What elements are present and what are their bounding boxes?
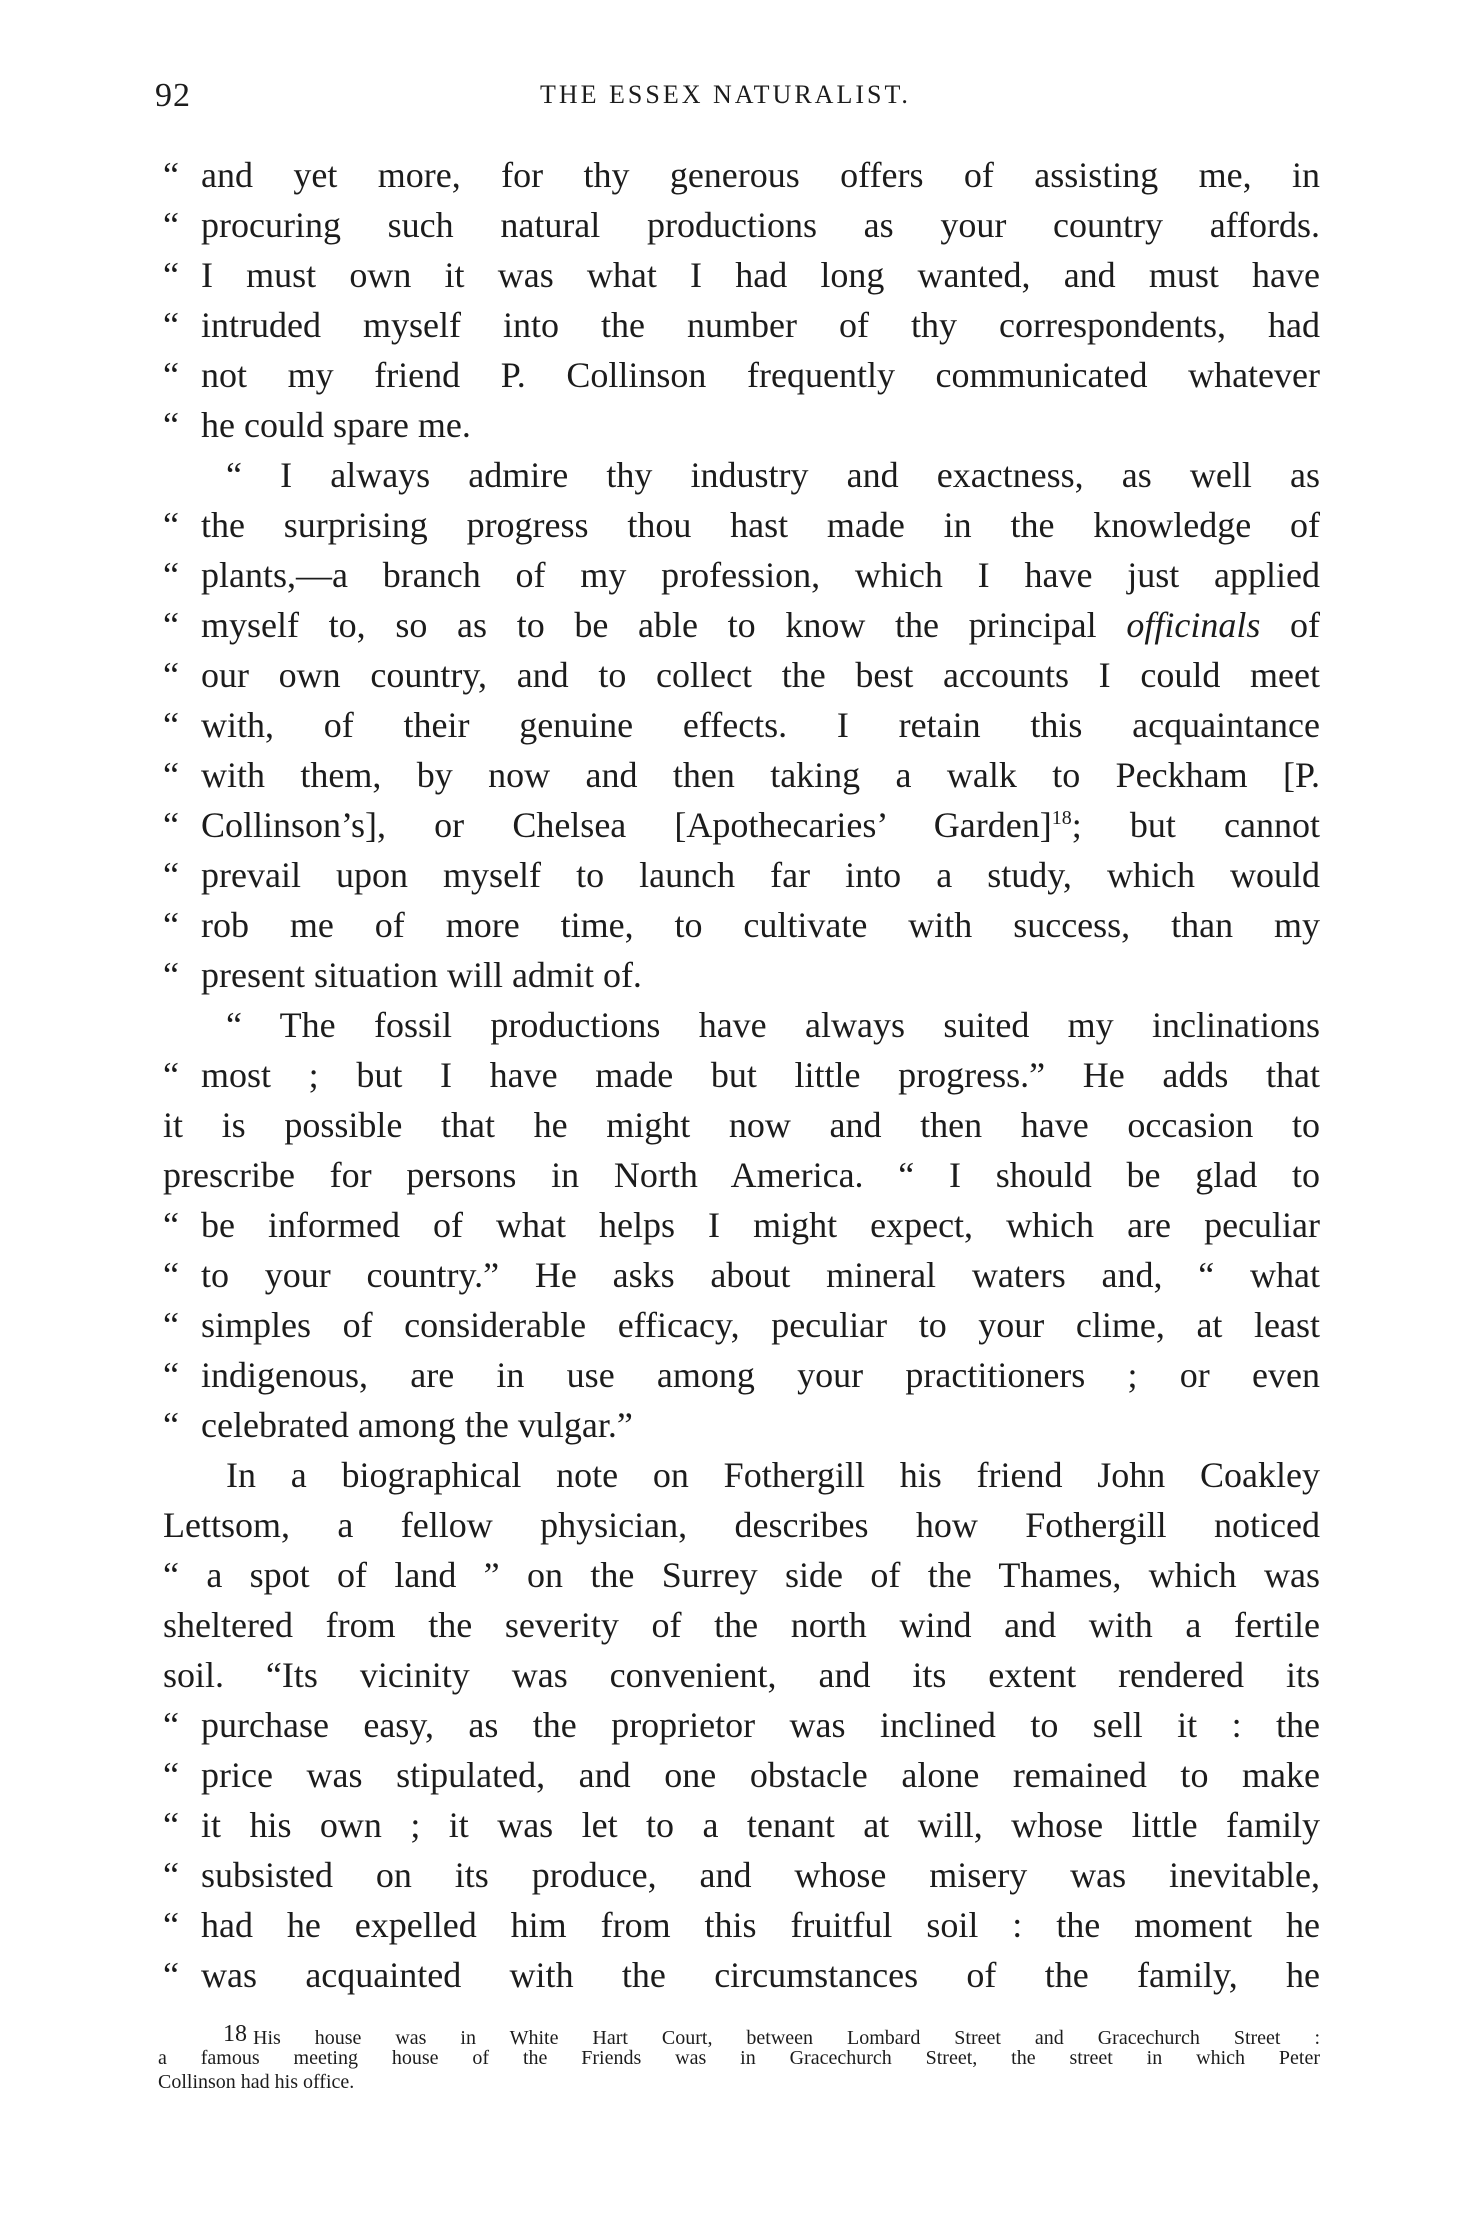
quote-mark: “ [163, 1305, 179, 1345]
quote-mark: “ [163, 355, 179, 395]
line-text: it is possible that he might now and then have occasion to [163, 1105, 1320, 1145]
text-line [163, 850, 1320, 900]
text-line [163, 1550, 1320, 1600]
text-line [163, 550, 1320, 600]
quote-mark: “ [163, 655, 179, 695]
line-text: he could spare me. [201, 405, 471, 445]
running-head: THE ESSEX NATURALIST. [540, 80, 911, 109]
line-text: ; but cannot [1071, 805, 1320, 845]
text-line [163, 800, 1320, 850]
line-text: the surprising progress thou hast made in the knowledge of [201, 505, 1320, 545]
footnote-line [158, 2046, 1320, 2070]
line-text: prevail upon myself to launch far into a study, which would [201, 855, 1320, 895]
text-line [163, 650, 1320, 700]
text-line [163, 1300, 1320, 1350]
quote-mark: “ [163, 1255, 179, 1295]
quote-mark: “ [163, 405, 179, 445]
quote-mark: “ [163, 1905, 179, 1945]
text-line [163, 1800, 1320, 1850]
line-text: indigenous, are in use among your practitioners ; or even [201, 1355, 1320, 1395]
line-text: prescribe for persons in North America. “ I should be glad to [163, 1155, 1320, 1195]
line-text: procuring such natural productions as your country affords. [201, 205, 1320, 245]
footnote-number: 18 [223, 2021, 247, 2047]
line-text: was acquainted with the circumstances of the family, he [201, 1955, 1320, 1995]
text-line [163, 1400, 1320, 1450]
footnote-text: a famous meeting house of the Friends was in Gracechurch Street, the street in which Peter [158, 2047, 1320, 2069]
text-line [163, 1950, 1320, 2000]
line-text: intruded myself into the number of thy correspondents, had [201, 305, 1320, 345]
line-text: and yet more, for thy generous offers of assisting me, in [201, 155, 1320, 195]
line-text: not my friend P. Collinson frequently communicated whatever [201, 355, 1320, 395]
quote-mark: “ [163, 1955, 179, 1995]
text-line [163, 500, 1320, 550]
text-line [163, 1100, 1320, 1150]
body-text [163, 150, 1320, 2000]
page-number: 92 [155, 77, 191, 114]
text-line [163, 900, 1320, 950]
line-text: with, of their genuine effects. I retain this acquaintance [201, 705, 1320, 745]
text-line [163, 250, 1320, 300]
line-text: In a biographical note on Fothergill his friend John Coakley [226, 1455, 1320, 1495]
quote-mark: “ [163, 705, 179, 745]
line-text: be informed of what helps I might expect, which are peculiar [201, 1205, 1320, 1245]
text-line [163, 1750, 1320, 1800]
footnote [158, 2022, 1320, 2094]
text-line [163, 1500, 1320, 1550]
line-text: celebrated among the vulgar.” [201, 1405, 633, 1445]
footnote-ref[interactable]: 18 [1051, 807, 1072, 829]
line-text: soil. “Its vicinity was convenient, and its extent rendered its [163, 1655, 1320, 1695]
line-text: “ The fossil productions have always suited my inclinations [226, 1005, 1320, 1045]
quote-mark: “ [163, 1855, 179, 1895]
line-text: myself to, so as to be able to know the principal [201, 605, 1127, 645]
footnote-line [158, 2070, 1320, 2094]
text-line [163, 600, 1320, 650]
quote-mark: “ [163, 205, 179, 245]
text-line [163, 750, 1320, 800]
italic-term: officinals [1126, 605, 1261, 645]
line-text: Lettsom, a fellow physician, describes how Fothergill noticed [163, 1505, 1320, 1545]
text-line [163, 1650, 1320, 1700]
quote-mark: “ [163, 505, 179, 545]
text-line [163, 1150, 1320, 1200]
paragraph-first-line [163, 1000, 1320, 1050]
line-text: of [1260, 605, 1320, 645]
text-line [163, 1200, 1320, 1250]
text-line [163, 300, 1320, 350]
quote-mark: “ [163, 955, 179, 995]
quote-mark: “ [163, 855, 179, 895]
text-line [163, 1050, 1320, 1100]
text-line [163, 350, 1320, 400]
text-line [163, 1250, 1320, 1300]
quote-mark: “ [163, 755, 179, 795]
text-line [163, 200, 1320, 250]
line-text: price was stipulated, and one obstacle alone remained to make [201, 1755, 1320, 1795]
quote-mark: “ [163, 555, 179, 595]
line-text: Collinson’s], or Chelsea [Apothecaries’ Garden] [201, 805, 1052, 845]
quote-mark: “ [163, 305, 179, 345]
quote-mark: “ [163, 905, 179, 945]
quote-mark: “ [163, 1355, 179, 1395]
line-text: simples of considerable efficacy, peculiar to your clime, at least [201, 1305, 1320, 1345]
paragraph-first-line [163, 1450, 1320, 1500]
line-text: I must own it was what I had long wanted, and must have [201, 255, 1320, 295]
line-text: purchase easy, as the proprietor was inclined to sell it : the [201, 1705, 1320, 1745]
text-line [163, 400, 1320, 450]
footnote-text: His house was in White Hart Court, between Lombard Street and Gracechurch Street : [253, 2027, 1320, 2049]
line-text: had he expelled him from this fruitful soil : the moment he [201, 1905, 1320, 1945]
text-line [163, 1600, 1320, 1650]
quote-mark: “ [163, 1755, 179, 1795]
line-text: our own country, and to collect the best accounts I could meet [201, 655, 1320, 695]
quote-mark: “ [163, 605, 179, 645]
line-text: rob me of more time, to cultivate with success, than my [201, 905, 1320, 945]
line-text: “ I always admire thy industry and exactness, as well as [226, 455, 1320, 495]
line-text: with them, by now and then taking a walk to Peckham [P. [201, 755, 1320, 795]
text-line [163, 700, 1320, 750]
line-text: most ; but I have made but little progress.” He adds that [201, 1055, 1320, 1095]
line-text: subsisted on its produce, and whose misery was inevitable, [201, 1855, 1320, 1895]
quote-mark: “ [163, 1405, 179, 1445]
text-line [163, 950, 1320, 1000]
quote-mark: “ [163, 255, 179, 295]
line-text: it his own ; it was let to a tenant at will, whose little family [201, 1805, 1320, 1845]
line-text: sheltered from the severity of the north wind and with a fertile [163, 1605, 1320, 1645]
text-line [163, 1900, 1320, 1950]
text-line [163, 150, 1320, 200]
quote-mark: “ [163, 155, 179, 195]
quote-mark: “ [163, 1705, 179, 1745]
text-line [163, 1700, 1320, 1750]
quote-mark: “ [163, 805, 179, 845]
quote-mark: “ [163, 1205, 179, 1245]
quote-mark: “ [163, 1055, 179, 1095]
text-line [163, 1850, 1320, 1900]
quote-mark: “ [163, 1805, 179, 1845]
footnote-text: Collinson had his office. [158, 2071, 355, 2093]
line-text: to your country.” He asks about mineral waters and, “ what [201, 1255, 1320, 1295]
paragraph-first-line [163, 450, 1320, 500]
footnote-line [158, 2021, 1320, 2049]
text-line [163, 1350, 1320, 1400]
line-text: plants,—a branch of my profession, which I have just applied [201, 555, 1320, 595]
line-text: present situation will admit of. [201, 955, 642, 995]
line-text: “ a spot of land ” on the Surrey side of the Thames, which was [163, 1555, 1320, 1595]
